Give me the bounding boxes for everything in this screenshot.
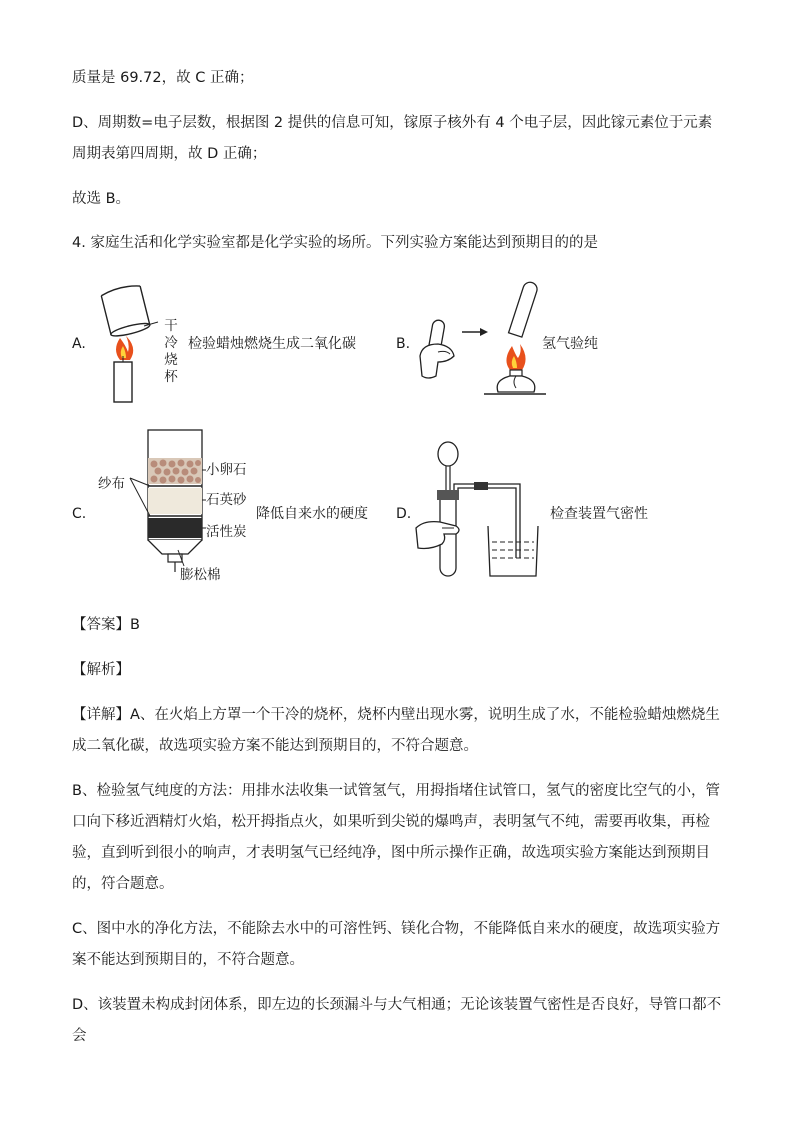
paragraph-choose-b: 故选 B。 bbox=[72, 191, 131, 207]
arrow-right-icon bbox=[462, 328, 488, 336]
sand-layer bbox=[148, 488, 202, 514]
label-activated-carbon: 活性炭 bbox=[206, 524, 247, 540]
label-dry-cold-beaker: 干冷烧杯 bbox=[164, 318, 178, 385]
analysis-option-a: 【详解】A、在火焰上方罩一个干冷的烧杯，烧杯内壁出现水雾，说明生成了水，不能检验蜡烛燃烧生成二氧化碳，故选项实验方案不能达到预期目的，不符合题意。 bbox=[72, 707, 720, 754]
option-c-caption: 降低自来水的硬度 bbox=[256, 506, 368, 522]
label-cotton: 膨松棉 bbox=[180, 567, 221, 583]
option-a-caption: 检验蜡烛燃烧生成二氧化碳 bbox=[188, 336, 356, 352]
label-quartz-sand: 石英砂 bbox=[206, 492, 247, 508]
delivery-tube-icon bbox=[454, 482, 520, 558]
paragraph-mass-conclusion: 质量是 69.72，故 C 正确； bbox=[72, 70, 254, 86]
hand-holding-test-tube-icon bbox=[420, 319, 454, 378]
candle-flame-icon bbox=[116, 336, 133, 360]
option-b-caption: 氢气验纯 bbox=[542, 336, 598, 352]
analysis-option-b: B、检验氢气纯度的方法：用排水法收集一试管氢气，用拇指堵住试管口，氢气的密度比空气的小，管口向下移近酒精灯火焰，松开拇指点火，如果听到尖锐的爆鸣声，表明氢气不纯，需要再收集，再检验，直到听到很小的响声，才表明氢气已经纯净，图中所示操作正确，故选项实验方案能达到预期目的，符合题意。 bbox=[72, 783, 720, 892]
answer-line: 【答案】B bbox=[72, 617, 140, 633]
inverted-test-tube-icon bbox=[509, 280, 539, 337]
option-c-letter: C. bbox=[72, 506, 87, 522]
option-d-caption: 检查装置气密性 bbox=[550, 506, 648, 522]
question-4-stem: 4. 家庭生活和化学实验室都是化学实验的场所。下列实验方案能达到预期目的的是 bbox=[72, 235, 598, 251]
figure-airtightness-test bbox=[416, 440, 536, 580]
water-beaker-icon bbox=[488, 526, 538, 576]
label-gravel: 小卵石 bbox=[206, 462, 247, 478]
analysis-option-c: C、图中水的净化方法，不能除去水中的可溶性钙、镁化合物，不能降低自来水的硬度，故选项实验方案不能达到预期目的，不符合题意。 bbox=[72, 921, 721, 968]
filter-column-icon bbox=[130, 430, 206, 572]
alcohol-lamp-icon bbox=[484, 370, 546, 394]
label-gauze: 纱布 bbox=[98, 476, 125, 492]
flame-icon bbox=[506, 344, 525, 370]
paragraph-period-explanation: D、周期数=电子层数，根据图 2 提供的信息可知，镓原子核外有 4 个电子层，因此镓元素位于元素周期表第四周期，故 D 正确； bbox=[72, 115, 713, 162]
analysis-heading: 【解析】 bbox=[72, 662, 130, 678]
option-d-letter: D. bbox=[396, 506, 412, 522]
figure-hydrogen-purity-test bbox=[418, 284, 546, 402]
analysis-option-d: D、该装置未构成封闭体系，即左边的长颈漏斗与大气相通；无论该装置气密性是否良好，导管口都不会 bbox=[72, 997, 722, 1044]
candle-icon bbox=[114, 362, 132, 402]
figure-candle-beaker bbox=[92, 282, 162, 404]
inverted-beaker-icon bbox=[101, 283, 151, 338]
option-a-letter: A. bbox=[72, 336, 86, 352]
carbon-layer bbox=[148, 518, 202, 538]
option-b-letter: B. bbox=[396, 336, 411, 352]
figure-water-filter bbox=[90, 430, 210, 580]
